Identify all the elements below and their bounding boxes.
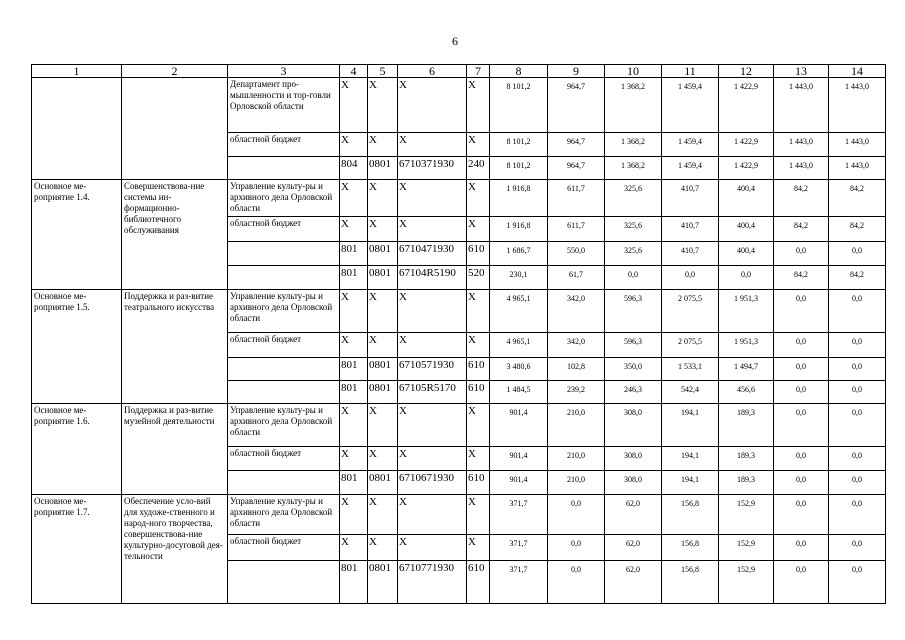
amount-cell: 2 075,5 xyxy=(662,289,719,332)
responsible-executor-cell: Управление культу-ры и архивного дела Орловской области xyxy=(228,403,340,446)
amount-cell: 0,0 xyxy=(829,495,886,535)
amount-cell: 0,0 xyxy=(774,332,829,357)
column-header: 9 xyxy=(548,65,605,78)
expense-type-cell: X xyxy=(467,535,490,561)
grbs-code-cell: X xyxy=(340,535,368,561)
amount-cell: 4 965,1 xyxy=(490,332,548,357)
target-article-cell: 6710371930 xyxy=(398,157,467,180)
section-code-cell: X xyxy=(368,446,398,471)
amount-cell: 189,3 xyxy=(719,403,774,446)
table-row xyxy=(32,289,886,332)
amount-cell: 189,3 xyxy=(719,446,774,471)
grbs-code-cell: X xyxy=(340,446,368,471)
activity-name-cell: Основное ме-роприятие 1.7. xyxy=(32,495,122,604)
section-code-cell: X xyxy=(368,403,398,446)
amount-cell: 410,7 xyxy=(662,216,719,241)
responsible-executor-cell: областной бюджет xyxy=(228,216,340,241)
amount-cell: 0,0 xyxy=(719,266,774,290)
target-article-cell: X xyxy=(398,535,467,561)
amount-cell: 84,2 xyxy=(829,179,886,216)
target-article-cell: 6710571930 xyxy=(398,357,467,381)
section-code-cell: 0801 xyxy=(368,381,398,404)
target-article-cell: X xyxy=(398,332,467,357)
expense-type-cell: X xyxy=(467,216,490,241)
amount-cell: 308,0 xyxy=(605,471,662,495)
amount-cell: 84,2 xyxy=(774,179,829,216)
section-code-cell: 0801 xyxy=(368,266,398,290)
target-article-cell: X xyxy=(398,132,467,157)
responsible-executor-cell: Управление культу-ры и архивного дела Орловской области xyxy=(228,495,340,535)
amount-cell: 84,2 xyxy=(829,216,886,241)
activity-description-cell xyxy=(122,78,228,180)
amount-cell: 1 368,2 xyxy=(605,78,662,132)
amount-cell: 1 459,4 xyxy=(662,78,719,132)
grbs-code-cell: 801 xyxy=(340,560,368,603)
amount-cell: 210,0 xyxy=(548,471,605,495)
section-code-cell: X xyxy=(368,332,398,357)
amount-cell: 1 686,7 xyxy=(490,241,548,266)
expense-type-cell: X xyxy=(467,403,490,446)
amount-cell: 0,0 xyxy=(829,289,886,332)
expense-type-cell: 610 xyxy=(467,381,490,404)
amount-cell: 371,7 xyxy=(490,535,548,561)
grbs-code-cell: X xyxy=(340,332,368,357)
grbs-code-cell: 801 xyxy=(340,357,368,381)
expense-type-cell: 610 xyxy=(467,560,490,603)
amount-cell: 8 101,2 xyxy=(490,78,548,132)
expense-type-cell: 520 xyxy=(467,266,490,290)
amount-cell: 0,0 xyxy=(829,332,886,357)
amount-cell: 1 494,7 xyxy=(719,357,774,381)
responsible-executor-cell: Департамент про-мышленности и тор-говли Орловской области xyxy=(228,78,340,132)
activity-name-cell: Основное ме-роприятие 1.6. xyxy=(32,403,122,494)
header-row xyxy=(32,65,886,78)
amount-cell: 410,7 xyxy=(662,241,719,266)
amount-cell: 400,4 xyxy=(719,241,774,266)
amount-cell: 325,6 xyxy=(605,179,662,216)
amount-cell: 325,6 xyxy=(605,216,662,241)
expense-type-cell: X xyxy=(467,289,490,332)
amount-cell: 62,0 xyxy=(605,535,662,561)
grbs-code-cell: X xyxy=(340,403,368,446)
amount-cell: 0,0 xyxy=(605,266,662,290)
expense-type-cell: 610 xyxy=(467,471,490,495)
amount-cell: 1 422,9 xyxy=(719,78,774,132)
amount-cell: 1 484,5 xyxy=(490,381,548,404)
section-code-cell: 0801 xyxy=(368,471,398,495)
responsible-executor-cell: областной бюджет xyxy=(228,332,340,357)
amount-cell: 596,3 xyxy=(605,332,662,357)
amount-cell: 964,7 xyxy=(548,78,605,132)
amount-cell: 210,0 xyxy=(548,403,605,446)
expense-type-cell: X xyxy=(467,179,490,216)
amount-cell: 4 965,1 xyxy=(490,289,548,332)
amount-cell: 1 916,8 xyxy=(490,216,548,241)
grbs-code-cell: 801 xyxy=(340,241,368,266)
responsible-executor-cell xyxy=(228,357,340,381)
amount-cell: 61,7 xyxy=(548,266,605,290)
amount-cell: 901,4 xyxy=(490,446,548,471)
responsible-executor-cell xyxy=(228,381,340,404)
target-article-cell: 6710771930 xyxy=(398,560,467,603)
responsible-executor-cell xyxy=(228,241,340,266)
amount-cell: 239,2 xyxy=(548,381,605,404)
amount-cell: 350,0 xyxy=(605,357,662,381)
target-article-cell: X xyxy=(398,403,467,446)
activity-name-cell xyxy=(32,78,122,180)
section-code-cell: X xyxy=(368,132,398,157)
responsible-executor-cell xyxy=(228,266,340,290)
amount-cell: 0,0 xyxy=(774,403,829,446)
expense-type-cell: X xyxy=(467,495,490,535)
amount-cell: 342,0 xyxy=(548,332,605,357)
amount-cell: 1 459,4 xyxy=(662,157,719,180)
amount-cell: 3 480,6 xyxy=(490,357,548,381)
amount-cell: 0,0 xyxy=(774,495,829,535)
amount-cell: 0,0 xyxy=(829,403,886,446)
amount-cell: 1 459,4 xyxy=(662,132,719,157)
expense-type-cell: X xyxy=(467,132,490,157)
amount-cell: 1 368,2 xyxy=(605,157,662,180)
section-code-cell: 0801 xyxy=(368,157,398,180)
target-article-cell: X xyxy=(398,216,467,241)
amount-cell: 410,7 xyxy=(662,179,719,216)
amount-cell: 102,8 xyxy=(548,357,605,381)
amount-cell: 964,7 xyxy=(548,157,605,180)
responsible-executor-cell xyxy=(228,560,340,603)
section-code-cell: X xyxy=(368,289,398,332)
amount-cell: 308,0 xyxy=(605,403,662,446)
responsible-executor-cell xyxy=(228,157,340,180)
column-header: 3 xyxy=(228,65,340,78)
amount-cell: 194,1 xyxy=(662,446,719,471)
amount-cell: 1 951,3 xyxy=(719,289,774,332)
activity-description-cell: Поддержка и раз-витие музейной деятельности xyxy=(122,403,228,494)
section-code-cell: X xyxy=(368,216,398,241)
section-code-cell: 0801 xyxy=(368,560,398,603)
amount-cell: 611,7 xyxy=(548,216,605,241)
column-header: 10 xyxy=(605,65,662,78)
amount-cell: 1 443,0 xyxy=(829,157,886,180)
responsible-executor-cell xyxy=(228,471,340,495)
amount-cell: 542,4 xyxy=(662,381,719,404)
column-header: 5 xyxy=(368,65,398,78)
grbs-code-cell: X xyxy=(340,216,368,241)
activity-name-cell: Основное ме-роприятие 1.4. xyxy=(32,179,122,289)
target-article-cell: 67105R5170 xyxy=(398,381,467,404)
activity-description-cell: Совершенствова-ние системы ин-формационно-библиотечного обслуживания xyxy=(122,179,228,289)
responsible-executor-cell: областной бюджет xyxy=(228,446,340,471)
amount-cell: 0,0 xyxy=(829,357,886,381)
amount-cell: 1 443,0 xyxy=(774,132,829,157)
target-article-cell: X xyxy=(398,289,467,332)
amount-cell: 596,3 xyxy=(605,289,662,332)
amount-cell: 0,0 xyxy=(774,357,829,381)
amount-cell: 210,0 xyxy=(548,446,605,471)
amount-cell: 0,0 xyxy=(829,560,886,603)
amount-cell: 342,0 xyxy=(548,289,605,332)
column-header: 12 xyxy=(719,65,774,78)
amount-cell: 156,8 xyxy=(662,560,719,603)
amount-cell: 0,0 xyxy=(829,381,886,404)
amount-cell: 901,4 xyxy=(490,403,548,446)
responsible-executor-cell: Управление культу-ры и архивного дела Орловской области xyxy=(228,289,340,332)
amount-cell: 0,0 xyxy=(829,446,886,471)
target-article-cell: 67104R5190 xyxy=(398,266,467,290)
amount-cell: 0,0 xyxy=(774,560,829,603)
amount-cell: 325,6 xyxy=(605,241,662,266)
amount-cell: 400,4 xyxy=(719,179,774,216)
amount-cell: 194,1 xyxy=(662,403,719,446)
expense-type-cell: 240 xyxy=(467,157,490,180)
grbs-code-cell: 801 xyxy=(340,471,368,495)
grbs-code-cell: X xyxy=(340,289,368,332)
amount-cell: 152,9 xyxy=(719,535,774,561)
amount-cell: 0,0 xyxy=(774,471,829,495)
column-header: 6 xyxy=(398,65,467,78)
page-number: 6 xyxy=(452,34,458,48)
amount-cell: 371,7 xyxy=(490,495,548,535)
expense-type-cell: X xyxy=(467,446,490,471)
column-header: 2 xyxy=(122,65,228,78)
amount-cell: 611,7 xyxy=(548,179,605,216)
amount-cell: 371,7 xyxy=(490,560,548,603)
grbs-code-cell: X xyxy=(340,179,368,216)
column-header: 13 xyxy=(774,65,829,78)
amount-cell: 84,2 xyxy=(829,266,886,290)
amount-cell: 0,0 xyxy=(829,241,886,266)
column-header: 4 xyxy=(340,65,368,78)
amount-cell: 2 075,5 xyxy=(662,332,719,357)
amount-cell: 1 443,0 xyxy=(774,157,829,180)
grbs-code-cell: 804 xyxy=(340,157,368,180)
column-header: 8 xyxy=(490,65,548,78)
table-row xyxy=(32,179,886,216)
amount-cell: 0,0 xyxy=(662,266,719,290)
grbs-code-cell: 801 xyxy=(340,266,368,290)
amount-cell: 1 916,8 xyxy=(490,179,548,216)
column-header: 7 xyxy=(467,65,490,78)
amount-cell: 1 533,1 xyxy=(662,357,719,381)
amount-cell: 0,0 xyxy=(774,446,829,471)
amount-cell: 62,0 xyxy=(605,560,662,603)
amount-cell: 62,0 xyxy=(605,495,662,535)
amount-cell: 156,8 xyxy=(662,535,719,561)
amount-cell: 1 443,0 xyxy=(829,132,886,157)
expense-type-cell: 610 xyxy=(467,357,490,381)
section-code-cell: X xyxy=(368,78,398,132)
responsible-executor-cell: областной бюджет xyxy=(228,535,340,561)
amount-cell: 1 443,0 xyxy=(829,78,886,132)
amount-cell: 0,0 xyxy=(774,535,829,561)
amount-cell: 230,1 xyxy=(490,266,548,290)
table-row xyxy=(32,495,886,535)
amount-cell: 1 422,9 xyxy=(719,157,774,180)
amount-cell: 152,9 xyxy=(719,560,774,603)
activity-name-cell: Основное ме-роприятие 1.5. xyxy=(32,289,122,403)
expense-type-cell: X xyxy=(467,78,490,132)
section-code-cell: 0801 xyxy=(368,357,398,381)
amount-cell: 550,0 xyxy=(548,241,605,266)
target-article-cell: 6710471930 xyxy=(398,241,467,266)
budget-table xyxy=(31,64,886,604)
target-article-cell: 6710671930 xyxy=(398,471,467,495)
responsible-executor-cell: Управление культу-ры и архивного дела Орловской области xyxy=(228,179,340,216)
amount-cell: 1 951,3 xyxy=(719,332,774,357)
expense-type-cell: X xyxy=(467,332,490,357)
column-header: 1 xyxy=(32,65,122,78)
amount-cell: 0,0 xyxy=(829,471,886,495)
amount-cell: 308,0 xyxy=(605,446,662,471)
section-code-cell: X xyxy=(368,179,398,216)
amount-cell: 0,0 xyxy=(548,560,605,603)
amount-cell: 1 443,0 xyxy=(774,78,829,132)
table-row xyxy=(32,78,886,132)
amount-cell: 84,2 xyxy=(774,216,829,241)
amount-cell: 0,0 xyxy=(774,289,829,332)
amount-cell: 246,3 xyxy=(605,381,662,404)
amount-cell: 0,0 xyxy=(774,381,829,404)
expense-type-cell: 610 xyxy=(467,241,490,266)
table-row xyxy=(32,403,886,446)
section-code-cell: X xyxy=(368,495,398,535)
amount-cell: 84,2 xyxy=(774,266,829,290)
amount-cell: 400,4 xyxy=(719,216,774,241)
amount-cell: 152,9 xyxy=(719,495,774,535)
grbs-code-cell: X xyxy=(340,78,368,132)
amount-cell: 156,8 xyxy=(662,495,719,535)
amount-cell: 964,7 xyxy=(548,132,605,157)
activity-description-cell: Поддержка и раз-витие театрального искусства xyxy=(122,289,228,403)
column-header: 14 xyxy=(829,65,886,78)
amount-cell: 194,1 xyxy=(662,471,719,495)
amount-cell: 0,0 xyxy=(774,241,829,266)
amount-cell: 8 101,2 xyxy=(490,157,548,180)
target-article-cell: X xyxy=(398,179,467,216)
responsible-executor-cell: областной бюджет xyxy=(228,132,340,157)
amount-cell: 0,0 xyxy=(548,495,605,535)
target-article-cell: X xyxy=(398,446,467,471)
grbs-code-cell: X xyxy=(340,132,368,157)
column-header: 11 xyxy=(662,65,719,78)
amount-cell: 8 101,2 xyxy=(490,132,548,157)
amount-cell: 901,4 xyxy=(490,471,548,495)
grbs-code-cell: 801 xyxy=(340,381,368,404)
amount-cell: 456,6 xyxy=(719,381,774,404)
section-code-cell: 0801 xyxy=(368,241,398,266)
grbs-code-cell: X xyxy=(340,495,368,535)
amount-cell: 189,3 xyxy=(719,471,774,495)
section-code-cell: X xyxy=(368,535,398,561)
activity-description-cell: Обеспечение усло-вий для художе-ственного и народ-ного творчества, совершенствова-ние культурно-досуговой дея-тельности xyxy=(122,495,228,604)
amount-cell: 1 422,9 xyxy=(719,132,774,157)
amount-cell: 0,0 xyxy=(548,535,605,561)
target-article-cell: X xyxy=(398,495,467,535)
target-article-cell: X xyxy=(398,78,467,132)
amount-cell: 0,0 xyxy=(829,535,886,561)
amount-cell: 1 368,2 xyxy=(605,132,662,157)
